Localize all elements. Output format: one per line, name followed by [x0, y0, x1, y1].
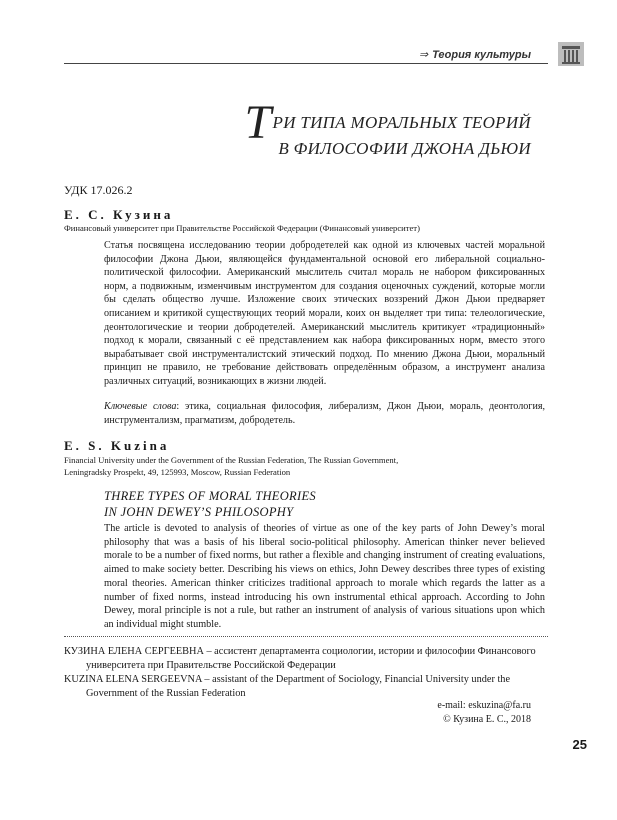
author-bio-ru: КУЗИНА ЕЛЕНА СЕРГЕЕВНА – ассистент департамента социологии, истории и философии Финансового университета при Правительстве Российской Федерации	[64, 646, 536, 671]
affiliation-en-line-1: Financial University under the Government of the Russian Federation, The Russian Government,	[64, 455, 399, 465]
affiliation-en-line-2: Leningradsky Prospekt, 49, 125993, Moscow, Russian Federation	[64, 466, 291, 477]
abstract-ru: Статья посвящена исследованию теории добродетелей как одной из ключевых частей моральной философии Джона Дьюи, являющейся фундаментальной основой его либеральной социально-политической философии. Американский мыслитель считал мораль не набором фиксированных норм, а подвижным, изменчивым инструментом для создания оценочных суждений, которые могли бы сделать общество лучше. Изложение своих этических воззрений Джон Дьюи предваряет описанием и критикой существующих теорий морали, коих он выделяет три типа: телеологические, деонтологические и теории добродетелей. Американский мыслитель критикует «традиционный» подход к морали, связанный с её представлением как набора фиксированных норм, вместо этого вырабатывает свой инструменталистский этический подход. По мнению Джона Дьюи, моральный принцип не правило, не требование действовать определённым образом, а инструмент анализа различных ситуаций, возникающих в жизни людей.	[104, 240, 545, 387]
arrow-icon: ⇒	[418, 49, 429, 61]
affiliation-en	[64, 455, 398, 478]
author-name-ru: Е. С. Кузина	[64, 207, 174, 222]
title-line-2: В ФИЛОСОФИИ ДЖОНА ДЬЮИ	[278, 139, 531, 158]
title-en-line-2: IN JOHN DEWEY’S PHILOSOPHY	[104, 505, 294, 519]
keywords-ru	[104, 400, 545, 427]
author-email: e-mail: eskuzina@fa.ru	[437, 700, 531, 711]
affiliation-ru: Финансовый университет при Правительстве Российской Федерации (Финансовый университет)	[64, 223, 420, 233]
keywords-text: : этика, социальная философия, либерализм, Джон Дьюи, мораль, деонтология, инструментализм, прагматизм, добродетель.	[104, 401, 546, 426]
article-title	[244, 96, 531, 159]
article-title-en	[104, 488, 316, 520]
page-number: 25	[572, 737, 587, 752]
dotted-divider	[64, 636, 548, 637]
header-rule	[64, 63, 548, 64]
section-title: Теория культуры	[432, 49, 531, 61]
title-drop-cap: Т	[244, 96, 272, 149]
copyright: © Кузина Е. С., 2018	[443, 714, 531, 725]
title-line-1-text: РИ ТИПА МОРАЛЬНЫХ ТЕОРИЙ	[272, 113, 531, 132]
running-header	[419, 48, 531, 61]
abstract-en: The article is devoted to analysis of theories of virtue as one of the key parts of John Dewey’s moral philosophy that was a basis of his liberal socio-political philosophy. American thinker never believed morale to be a number of fixed norms, but rather a flexible and changing instrument of creating evaluations, aimed to make society better. Describing his views on ethics, John Dewey describes three types of existing moral theories. American thinker criticizes traditional approach to morale which regards the latter as a number of fixed norms, instead introducing his own instrumental ethical approach. According to John Dewey, moral principle is not a rule, but rather an instrument of analysis of various situations upon which an individual might stumble.	[104, 523, 545, 630]
author-name-en: E. S. Kuzina	[64, 438, 170, 453]
udk-code: УДК 17.026.2	[64, 183, 133, 197]
title-en-line-1: THREE TYPES OF MORAL THEORIES	[104, 489, 316, 503]
keywords-label: Ключевые слова	[104, 401, 177, 412]
author-bio-en: KUZINA ELENA SERGEEVNA – assistant of the Department of Sociology, Financial University under the Government of the Russian Federation	[64, 674, 511, 699]
column-logo-icon	[556, 40, 586, 68]
